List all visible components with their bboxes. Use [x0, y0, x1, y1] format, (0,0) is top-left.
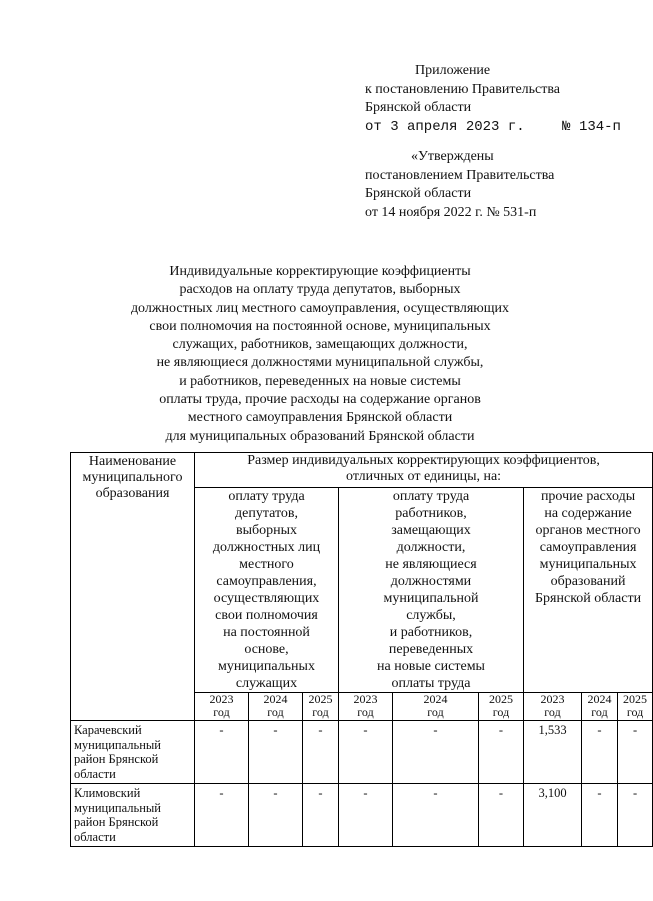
sub-header-deputies: оплату труда депутатов, выборных должностных лиц местного самоуправления, осуществляющих свои полномочия на постоянной основе, муниципальных служащих	[195, 488, 339, 693]
approved-label: «Утверждены	[411, 149, 494, 164]
table-cell: -	[195, 784, 249, 847]
table-cell: 1,533	[524, 721, 582, 784]
title-line: Индивидуальные корректирующие коэффициенты	[169, 264, 471, 279]
row-name: Климовский муниципальный район Брянской области	[71, 784, 195, 847]
table-cell: -	[479, 784, 524, 847]
row-name: Карачевский муниципальный район Брянской области	[71, 721, 195, 784]
appendix-label: Приложение	[415, 63, 491, 78]
year-header: 2025 год	[618, 693, 653, 721]
table-cell: -	[582, 784, 618, 847]
coefficients-table	[70, 452, 653, 847]
appendix-date-line	[365, 118, 621, 137]
title-line: и работников, переведенных на новые системы	[179, 373, 461, 389]
table-cell: 3,100	[524, 784, 582, 847]
year-header: 2023 год	[195, 693, 249, 721]
appendix-header	[365, 62, 621, 136]
title-line: служащих, работников, замещающих должности,	[172, 337, 468, 353]
year-header: 2025 год	[479, 693, 524, 721]
appendix-number: № 134-п	[562, 118, 621, 135]
col-group-header: Размер индивидуальных корректирующих коэффициентов, отличных от единицы, на:	[195, 453, 653, 488]
title-line: расходов на оплату труда депутатов, выборных	[179, 282, 461, 298]
title-line: не являющиеся должностями муниципальной службы,	[156, 355, 484, 371]
title-line: должностных лиц местного самоуправления, осуществляющих	[130, 300, 510, 316]
approved-line: Брянской области	[365, 186, 472, 201]
table-cell: -	[303, 721, 339, 784]
title-line: для муниципальных образований Брянской области	[165, 428, 475, 444]
title-line: местного самоуправления Брянской области	[187, 410, 453, 426]
appendix-date: от 3 апреля 2023 г.	[365, 118, 525, 135]
appendix-line: к постановлению Правительства	[365, 81, 561, 97]
table-cell: -	[249, 721, 303, 784]
document-title	[90, 263, 550, 446]
year-header: 2024 год	[249, 693, 303, 721]
approved-line: от 14 ноября 2022 г. № 531-п	[365, 204, 537, 220]
sub-header-other: прочие расходы на содержание органов местного самоуправления муниципальных образований Брянской области	[524, 488, 653, 693]
appendix-line: Брянской области	[365, 100, 472, 115]
table-cell: -	[195, 721, 249, 784]
sub-header-workers: оплату труда работников, замещающих должности, не являющиеся должностями муниципальной службы, и работников, переведенных на новые системы оплаты труда	[339, 488, 524, 693]
year-header: 2025 год	[303, 693, 339, 721]
year-header: 2023 год	[339, 693, 393, 721]
table-cell: -	[618, 721, 653, 784]
col-name-header: Наименование муниципального образования	[71, 453, 195, 721]
table-cell: -	[582, 721, 618, 784]
table-cell: -	[339, 721, 393, 784]
table-cell: -	[339, 784, 393, 847]
table-cell: -	[393, 721, 479, 784]
year-header: 2024 год	[582, 693, 618, 721]
title-line: свои полномочия на постоянной основе, муниципальных	[149, 318, 491, 334]
table-cell: -	[393, 784, 479, 847]
table-cell: -	[479, 721, 524, 784]
table-cell: -	[618, 784, 653, 847]
approved-header	[365, 148, 554, 222]
table-cell: -	[249, 784, 303, 847]
year-header: 2023 год	[524, 693, 582, 721]
approved-line: постановлением Правительства	[365, 167, 555, 183]
table-row	[71, 784, 653, 847]
year-header: 2024 год	[393, 693, 479, 721]
title-line: оплаты труда, прочие расходы на содержание органов	[159, 392, 481, 408]
table-cell: -	[303, 784, 339, 847]
table-row	[71, 721, 653, 784]
